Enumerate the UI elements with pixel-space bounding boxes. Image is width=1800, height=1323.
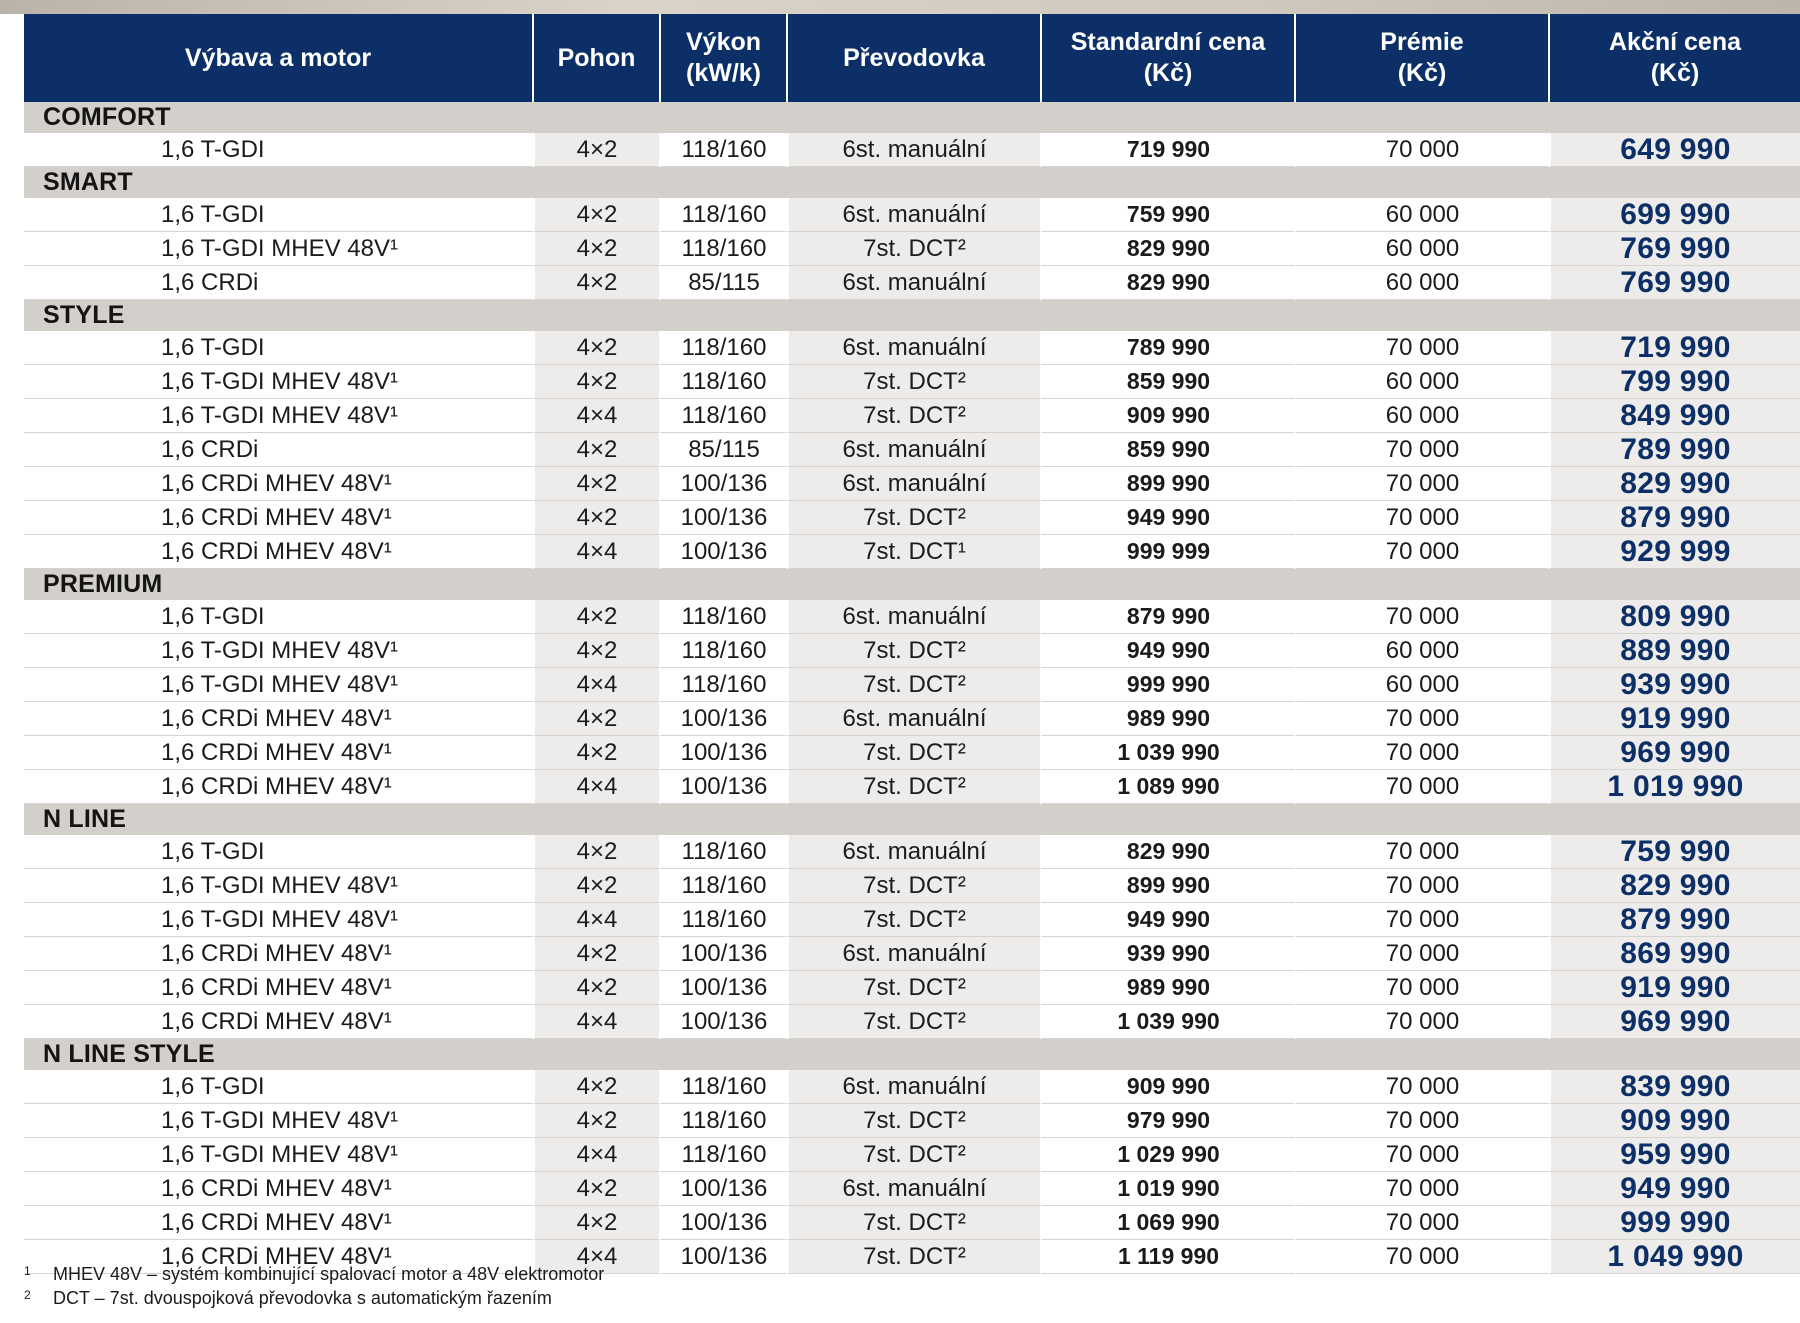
premium-cell: 70 000 (1294, 1172, 1548, 1206)
standard-price-cell: 1 029 990 (1040, 1138, 1294, 1172)
promo-price-cell: 919 990 (1548, 971, 1800, 1005)
power-cell: 118/160 (659, 1138, 786, 1172)
engine-cell: 1,6 CRDi MHEV 48V¹ (24, 770, 532, 804)
standard-price-cell: 829 990 (1040, 835, 1294, 869)
promo-price-cell: 959 990 (1548, 1138, 1800, 1172)
transmission-cell: 7st. DCT² (786, 736, 1040, 770)
transmission-cell: 7st. DCT² (786, 1005, 1040, 1039)
header-label: Akční cena (1608, 28, 1741, 56)
standard-price-cell: 1 069 990 (1040, 1206, 1294, 1240)
power-cell: 100/136 (659, 971, 786, 1005)
engine-cell: 1,6 CRDi MHEV 48V¹ (24, 736, 532, 770)
table-row (24, 1005, 1800, 1039)
promo-price-cell: 939 990 (1548, 668, 1800, 702)
promo-price-cell: 839 990 (1548, 1070, 1800, 1104)
standard-price-cell: 1 019 990 (1040, 1172, 1294, 1206)
promo-price-cell: 879 990 (1548, 903, 1800, 937)
power-cell: 100/136 (659, 535, 786, 569)
engine-cell: 1,6 CRDi (24, 266, 532, 300)
power-cell: 100/136 (659, 1172, 786, 1206)
premium-cell: 70 000 (1294, 835, 1548, 869)
standard-price-cell: 859 990 (1040, 365, 1294, 399)
table-row (24, 770, 1800, 804)
drive-cell: 4×4 (532, 668, 659, 702)
power-cell: 118/160 (659, 903, 786, 937)
premium-cell: 70 000 (1294, 1138, 1548, 1172)
drive-cell: 4×2 (532, 634, 659, 668)
trim-group-label: SMART (24, 167, 1800, 198)
power-cell: 100/136 (659, 702, 786, 736)
power-cell: 118/160 (659, 1070, 786, 1104)
engine-cell: 1,6 T-GDI MHEV 48V¹ (24, 232, 532, 266)
transmission-cell: 7st. DCT² (786, 1138, 1040, 1172)
promo-price-cell: 889 990 (1548, 634, 1800, 668)
transmission-cell: 6st. manuální (786, 198, 1040, 232)
trim-group-label: PREMIUM (24, 569, 1800, 600)
drive-cell: 4×2 (532, 232, 659, 266)
promo-price-cell: 719 990 (1548, 331, 1800, 365)
standard-price-cell: 1 039 990 (1040, 1005, 1294, 1039)
header-row (24, 14, 1800, 102)
table-row (24, 198, 1800, 232)
footnote-text: DCT – 7st. dvouspojková převodovka s automatickým řazením (53, 1288, 552, 1308)
premium-cell: 70 000 (1294, 467, 1548, 501)
table-row (24, 331, 1800, 365)
table-row (24, 634, 1800, 668)
drive-cell: 4×2 (532, 266, 659, 300)
transmission-cell: 6st. manuální (786, 331, 1040, 365)
standard-price-cell: 999 999 (1040, 535, 1294, 569)
standard-price-cell: 899 990 (1040, 467, 1294, 501)
price-table-header (24, 14, 1800, 102)
premium-cell: 70 000 (1294, 736, 1548, 770)
premium-cell: 70 000 (1294, 903, 1548, 937)
power-cell: 118/160 (659, 869, 786, 903)
table-row (24, 133, 1800, 167)
power-cell: 100/136 (659, 937, 786, 971)
transmission-cell: 7st. DCT¹ (786, 535, 1040, 569)
footnote-1 (24, 1262, 1784, 1286)
standard-price-cell: 829 990 (1040, 266, 1294, 300)
transmission-cell: 7st. DCT² (786, 365, 1040, 399)
table-row (24, 1138, 1800, 1172)
engine-cell: 1,6 CRDi MHEV 48V¹ (24, 1240, 532, 1274)
promo-price-cell: 1 019 990 (1548, 770, 1800, 804)
transmission-cell: 7st. DCT² (786, 1206, 1040, 1240)
drive-cell: 4×2 (532, 1172, 659, 1206)
drive-cell: 4×2 (532, 133, 659, 167)
premium-cell: 70 000 (1294, 937, 1548, 971)
trim-group-row (24, 804, 1800, 835)
power-cell: 118/160 (659, 198, 786, 232)
table-row (24, 433, 1800, 467)
premium-cell: 60 000 (1294, 399, 1548, 433)
table-row (24, 535, 1800, 569)
standard-price-cell: 949 990 (1040, 634, 1294, 668)
transmission-cell: 7st. DCT² (786, 1240, 1040, 1274)
standard-price-cell: 1 089 990 (1040, 770, 1294, 804)
trim-group-row (24, 167, 1800, 198)
trim-group-label: STYLE (24, 300, 1800, 331)
power-cell: 100/136 (659, 736, 786, 770)
engine-cell: 1,6 T-GDI (24, 133, 532, 167)
transmission-cell: 6st. manuální (786, 467, 1040, 501)
premium-cell: 70 000 (1294, 1240, 1548, 1274)
engine-cell: 1,6 CRDi (24, 433, 532, 467)
header-premium (1294, 14, 1548, 102)
engine-cell: 1,6 CRDi MHEV 48V¹ (24, 501, 532, 535)
transmission-cell: 7st. DCT² (786, 501, 1040, 535)
standard-price-cell: 979 990 (1040, 1104, 1294, 1138)
drive-cell: 4×2 (532, 331, 659, 365)
header-power (659, 14, 786, 102)
premium-cell: 60 000 (1294, 232, 1548, 266)
table-row (24, 467, 1800, 501)
footnote-mark: 1 (24, 1264, 31, 1278)
premium-cell: 70 000 (1294, 1206, 1548, 1240)
power-cell: 85/115 (659, 433, 786, 467)
drive-cell: 4×2 (532, 869, 659, 903)
table-row (24, 1070, 1800, 1104)
drive-cell: 4×4 (532, 1138, 659, 1172)
drive-cell: 4×4 (532, 1240, 659, 1274)
premium-cell: 70 000 (1294, 1070, 1548, 1104)
table-row (24, 1172, 1800, 1206)
promo-price-cell: 699 990 (1548, 198, 1800, 232)
premium-cell: 60 000 (1294, 634, 1548, 668)
table-row (24, 903, 1800, 937)
transmission-cell: 7st. DCT² (786, 1104, 1040, 1138)
drive-cell: 4×2 (532, 736, 659, 770)
table-row (24, 600, 1800, 634)
engine-cell: 1,6 CRDi MHEV 48V¹ (24, 1172, 532, 1206)
table-row (24, 835, 1800, 869)
promo-price-cell: 769 990 (1548, 266, 1800, 300)
transmission-cell: 6st. manuální (786, 433, 1040, 467)
header-label: Převodovka (843, 43, 985, 72)
header-unit: (Kč) (1650, 59, 1700, 87)
promo-price-cell: 869 990 (1548, 937, 1800, 971)
engine-cell: 1,6 CRDi MHEV 48V¹ (24, 1005, 532, 1039)
footnotes (24, 1262, 1784, 1310)
power-cell: 118/160 (659, 668, 786, 702)
premium-cell: 60 000 (1294, 365, 1548, 399)
drive-cell: 4×4 (532, 903, 659, 937)
standard-price-cell: 829 990 (1040, 232, 1294, 266)
promo-price-cell: 919 990 (1548, 702, 1800, 736)
transmission-cell: 7st. DCT² (786, 903, 1040, 937)
engine-cell: 1,6 T-GDI MHEV 48V¹ (24, 1138, 532, 1172)
engine-cell: 1,6 CRDi MHEV 48V¹ (24, 971, 532, 1005)
premium-cell: 70 000 (1294, 133, 1548, 167)
power-cell: 118/160 (659, 600, 786, 634)
promo-price-cell: 1 049 990 (1548, 1240, 1800, 1274)
trim-group-row (24, 569, 1800, 600)
premium-cell: 70 000 (1294, 433, 1548, 467)
engine-cell: 1,6 T-GDI MHEV 48V¹ (24, 869, 532, 903)
drive-cell: 4×2 (532, 365, 659, 399)
trim-group-row (24, 102, 1800, 133)
standard-price-cell: 859 990 (1040, 433, 1294, 467)
standard-price-cell: 789 990 (1040, 331, 1294, 365)
premium-cell: 70 000 (1294, 1005, 1548, 1039)
promo-price-cell: 949 990 (1548, 1172, 1800, 1206)
drive-cell: 4×2 (532, 971, 659, 1005)
table-row (24, 668, 1800, 702)
transmission-cell: 6st. manuální (786, 1070, 1040, 1104)
transmission-cell: 7st. DCT² (786, 634, 1040, 668)
drive-cell: 4×2 (532, 1206, 659, 1240)
transmission-cell: 6st. manuální (786, 133, 1040, 167)
table-row (24, 1104, 1800, 1138)
promo-price-cell: 849 990 (1548, 399, 1800, 433)
standard-price-cell: 939 990 (1040, 937, 1294, 971)
drive-cell: 4×2 (532, 937, 659, 971)
transmission-cell: 7st. DCT² (786, 668, 1040, 702)
premium-cell: 60 000 (1294, 266, 1548, 300)
table-row (24, 869, 1800, 903)
transmission-cell: 6st. manuální (786, 1172, 1040, 1206)
transmission-cell: 6st. manuální (786, 266, 1040, 300)
power-cell: 100/136 (659, 770, 786, 804)
promo-price-cell: 789 990 (1548, 433, 1800, 467)
footnote-text: MHEV 48V – systém kombinující spalovací motor a 48V elektromotor (53, 1264, 605, 1284)
premium-cell: 60 000 (1294, 198, 1548, 232)
engine-cell: 1,6 T-GDI MHEV 48V¹ (24, 668, 532, 702)
promo-price-cell: 829 990 (1548, 467, 1800, 501)
power-cell: 118/160 (659, 331, 786, 365)
standard-price-cell: 949 990 (1040, 501, 1294, 535)
engine-cell: 1,6 CRDi MHEV 48V¹ (24, 702, 532, 736)
power-cell: 118/160 (659, 634, 786, 668)
premium-cell: 60 000 (1294, 668, 1548, 702)
header-unit: (kW/k) (686, 59, 761, 87)
price-table (24, 14, 1800, 1274)
power-cell: 100/136 (659, 1005, 786, 1039)
engine-cell: 1,6 T-GDI (24, 1070, 532, 1104)
table-row (24, 365, 1800, 399)
drive-cell: 4×2 (532, 1104, 659, 1138)
premium-cell: 70 000 (1294, 331, 1548, 365)
premium-cell: 70 000 (1294, 869, 1548, 903)
premium-cell: 70 000 (1294, 770, 1548, 804)
engine-cell: 1,6 CRDi MHEV 48V¹ (24, 1206, 532, 1240)
transmission-cell: 6st. manuální (786, 600, 1040, 634)
premium-cell: 70 000 (1294, 501, 1548, 535)
table-row (24, 399, 1800, 433)
decorative-top-strip (0, 0, 1800, 14)
header-label: Výbava a motor (184, 43, 372, 72)
drive-cell: 4×4 (532, 535, 659, 569)
price-table-body (24, 102, 1800, 1274)
standard-price-cell: 1 119 990 (1040, 1240, 1294, 1274)
trim-group-label: COMFORT (24, 102, 1800, 133)
header-transmission (786, 14, 1040, 102)
drive-cell: 4×2 (532, 501, 659, 535)
transmission-cell: 6st. manuální (786, 937, 1040, 971)
standard-price-cell: 999 990 (1040, 668, 1294, 702)
promo-price-cell: 999 990 (1548, 1206, 1800, 1240)
power-cell: 118/160 (659, 835, 786, 869)
trim-group-row (24, 1039, 1800, 1070)
drive-cell: 4×2 (532, 433, 659, 467)
table-row (24, 971, 1800, 1005)
power-cell: 118/160 (659, 133, 786, 167)
engine-cell: 1,6 T-GDI (24, 835, 532, 869)
engine-cell: 1,6 T-GDI MHEV 48V¹ (24, 1104, 532, 1138)
footnote-2 (24, 1286, 1784, 1310)
standard-price-cell: 899 990 (1040, 869, 1294, 903)
engine-cell: 1,6 T-GDI MHEV 48V¹ (24, 399, 532, 433)
power-cell: 100/136 (659, 501, 786, 535)
drive-cell: 4×2 (532, 702, 659, 736)
header-equipment-engine (24, 14, 532, 102)
drive-cell: 4×2 (532, 467, 659, 501)
price-table-container (24, 14, 1800, 1274)
promo-price-cell: 799 990 (1548, 365, 1800, 399)
power-cell: 118/160 (659, 232, 786, 266)
standard-price-cell: 879 990 (1040, 600, 1294, 634)
transmission-cell: 7st. DCT² (786, 869, 1040, 903)
power-cell: 100/136 (659, 1206, 786, 1240)
drive-cell: 4×4 (532, 399, 659, 433)
header-label: Výkon (685, 28, 762, 56)
footnote-mark: 2 (24, 1288, 31, 1302)
table-row (24, 232, 1800, 266)
header-label: Pohon (557, 43, 636, 72)
drive-cell: 4×4 (532, 1005, 659, 1039)
engine-cell: 1,6 CRDi MHEV 48V¹ (24, 535, 532, 569)
header-standard-price (1040, 14, 1294, 102)
engine-cell: 1,6 T-GDI (24, 198, 532, 232)
standard-price-cell: 909 990 (1040, 399, 1294, 433)
power-cell: 100/136 (659, 1240, 786, 1274)
engine-cell: 1,6 T-GDI MHEV 48V¹ (24, 365, 532, 399)
promo-price-cell: 759 990 (1548, 835, 1800, 869)
engine-cell: 1,6 CRDi MHEV 48V¹ (24, 467, 532, 501)
header-promo-price (1548, 14, 1800, 102)
standard-price-cell: 909 990 (1040, 1070, 1294, 1104)
standard-price-cell: 719 990 (1040, 133, 1294, 167)
table-row (24, 702, 1800, 736)
standard-price-cell: 1 039 990 (1040, 736, 1294, 770)
transmission-cell: 6st. manuální (786, 835, 1040, 869)
table-row (24, 501, 1800, 535)
promo-price-cell: 969 990 (1548, 1005, 1800, 1039)
premium-cell: 70 000 (1294, 702, 1548, 736)
trim-group-label: N LINE STYLE (24, 1039, 1800, 1070)
header-drive (532, 14, 659, 102)
power-cell: 118/160 (659, 365, 786, 399)
drive-cell: 4×4 (532, 770, 659, 804)
transmission-cell: 6st. manuální (786, 702, 1040, 736)
promo-price-cell: 969 990 (1548, 736, 1800, 770)
promo-price-cell: 809 990 (1548, 600, 1800, 634)
promo-price-cell: 649 990 (1548, 133, 1800, 167)
promo-price-cell: 829 990 (1548, 869, 1800, 903)
table-row (24, 1206, 1800, 1240)
transmission-cell: 7st. DCT² (786, 770, 1040, 804)
engine-cell: 1,6 T-GDI MHEV 48V¹ (24, 903, 532, 937)
trim-group-label: N LINE (24, 804, 1800, 835)
premium-cell: 70 000 (1294, 971, 1548, 1005)
premium-cell: 70 000 (1294, 1104, 1548, 1138)
table-row (24, 266, 1800, 300)
engine-cell: 1,6 T-GDI (24, 600, 532, 634)
power-cell: 118/160 (659, 1104, 786, 1138)
transmission-cell: 7st. DCT² (786, 971, 1040, 1005)
drive-cell: 4×2 (532, 1070, 659, 1104)
table-row (24, 937, 1800, 971)
promo-price-cell: 769 990 (1548, 232, 1800, 266)
promo-price-cell: 929 999 (1548, 535, 1800, 569)
header-label: Prémie (1380, 28, 1464, 56)
header-label: Standardní cena (1070, 28, 1266, 56)
standard-price-cell: 949 990 (1040, 903, 1294, 937)
engine-cell: 1,6 T-GDI (24, 331, 532, 365)
standard-price-cell: 759 990 (1040, 198, 1294, 232)
promo-price-cell: 879 990 (1548, 501, 1800, 535)
premium-cell: 70 000 (1294, 600, 1548, 634)
table-row (24, 736, 1800, 770)
power-cell: 85/115 (659, 266, 786, 300)
standard-price-cell: 989 990 (1040, 971, 1294, 1005)
drive-cell: 4×2 (532, 198, 659, 232)
premium-cell: 70 000 (1294, 535, 1548, 569)
trim-group-row (24, 300, 1800, 331)
header-unit: (Kč) (1143, 59, 1193, 87)
transmission-cell: 7st. DCT² (786, 399, 1040, 433)
power-cell: 118/160 (659, 399, 786, 433)
promo-price-cell: 909 990 (1548, 1104, 1800, 1138)
standard-price-cell: 989 990 (1040, 702, 1294, 736)
drive-cell: 4×2 (532, 835, 659, 869)
engine-cell: 1,6 CRDi MHEV 48V¹ (24, 937, 532, 971)
header-unit: (Kč) (1397, 59, 1447, 87)
drive-cell: 4×2 (532, 600, 659, 634)
power-cell: 100/136 (659, 467, 786, 501)
engine-cell: 1,6 T-GDI MHEV 48V¹ (24, 634, 532, 668)
transmission-cell: 7st. DCT² (786, 232, 1040, 266)
